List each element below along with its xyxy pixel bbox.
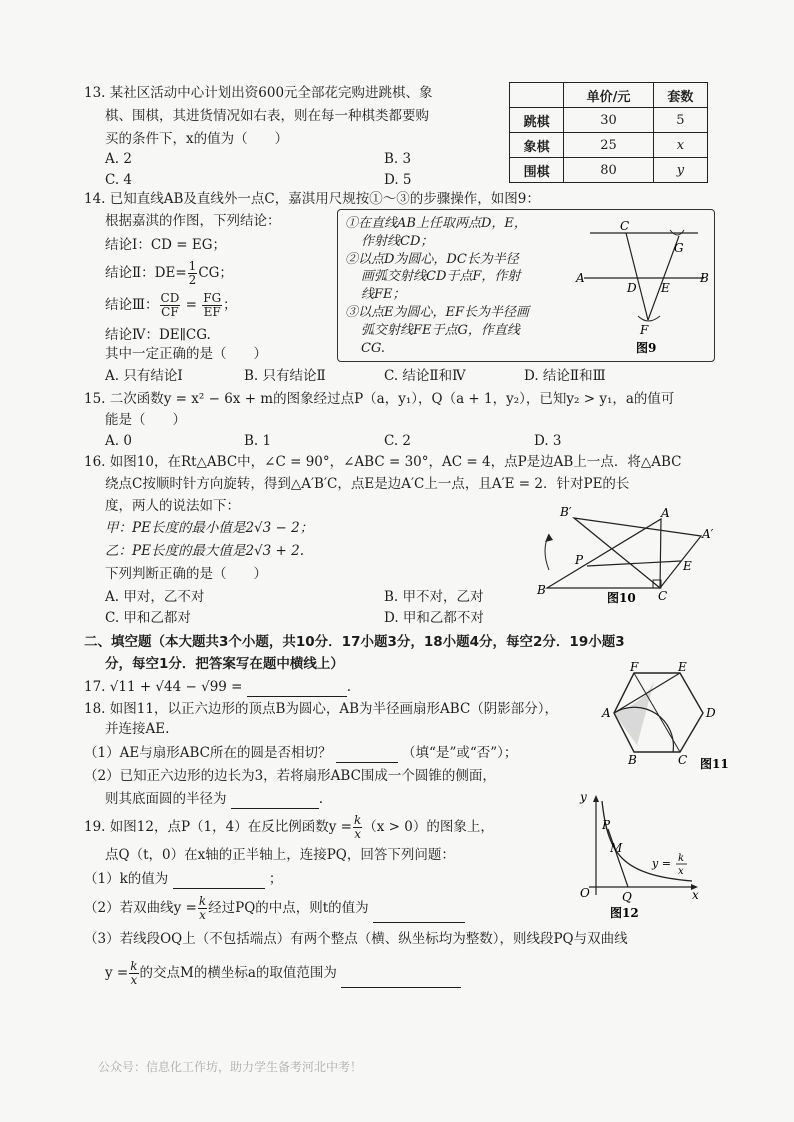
table-cell: 25 bbox=[564, 133, 654, 158]
q14-option-c: C. 结论Ⅱ和Ⅳ bbox=[384, 368, 466, 384]
label-e: E bbox=[678, 660, 687, 674]
table-cell: y bbox=[653, 158, 707, 183]
label-ap: A′ bbox=[702, 527, 714, 541]
step-line: 作射线CD； bbox=[361, 233, 434, 249]
segment-pq bbox=[608, 829, 628, 887]
figure-12-caption: 图12 bbox=[610, 906, 639, 920]
table-cell: 跳棋 bbox=[510, 108, 564, 133]
step-line: 弧交射线FE于点G，作直线 bbox=[361, 322, 520, 338]
step-line: ②以点D为圆心，DC长为半径 bbox=[345, 251, 519, 267]
label-b: B bbox=[700, 271, 709, 285]
table-row bbox=[510, 108, 708, 133]
q19-part-2: （2）若双曲线y = $\frac{k}{x}$ 经过PQ的中点，则t的值为 bbox=[84, 893, 465, 923]
label-d: D bbox=[627, 281, 637, 295]
q15-option-a: A. 0 bbox=[105, 433, 132, 449]
table-header-cell: 单价/元 bbox=[564, 83, 654, 108]
q16-option-d: D. 甲和乙都不对 bbox=[384, 610, 484, 626]
label-a: A bbox=[661, 506, 670, 520]
label-g: G bbox=[674, 241, 684, 255]
q16-line2: 绕点C按顺时针方向旋转，得到△A′B′C，点E是边A′C上一点，且A′E = 2．针对PE的长 bbox=[105, 476, 630, 492]
q14-option-d: D. 结论Ⅱ和Ⅲ bbox=[524, 368, 606, 384]
label-eq-k: k bbox=[678, 853, 685, 864]
q16-line3: 度，两人的说法如下： bbox=[105, 498, 240, 514]
q18-line1: 18. 如图11，以正六边形的顶点B为圆心，AB为半径画扇形ABC（阴影部分）， bbox=[84, 701, 559, 717]
q13-line1: 13. 某社区活动中心计划出资600元全部花完购进跳棋、象 bbox=[84, 85, 433, 101]
table-row bbox=[510, 133, 708, 158]
label-d: D bbox=[706, 706, 716, 720]
q14-conclusion-4: 结论Ⅳ：DE∥CG. bbox=[105, 327, 211, 343]
label-c: C bbox=[620, 219, 630, 233]
q13-line2: 棋、围棋，其进货情况如右表，则在每一种棋类都要购 bbox=[105, 108, 429, 124]
label-x: x bbox=[692, 888, 699, 902]
q14-line2: 根据嘉淇的作图，下列结论： bbox=[105, 213, 281, 229]
triangle-apbpc bbox=[574, 518, 701, 588]
step-line: ③以点E为圆心，EF长为半径画 bbox=[345, 304, 529, 320]
q13-option-a: A. 2 bbox=[105, 151, 132, 167]
q16-yi: 乙：PE长度的最大值是2√3 + 2. bbox=[105, 543, 304, 559]
q13-option-c: C. 4 bbox=[105, 172, 133, 188]
label-p: P bbox=[602, 818, 611, 832]
q18-part-2: （2）已知正六边形的边长为3，若将扇形ABC围成一个圆锥的侧面， bbox=[84, 768, 496, 784]
q14-option-a: A. 只有结论Ⅰ bbox=[105, 368, 183, 384]
figure-9 bbox=[574, 218, 714, 358]
q15-line2: 能是（ ） bbox=[105, 412, 186, 428]
label-e: E bbox=[683, 559, 692, 573]
label-b: B bbox=[537, 583, 546, 597]
arrow-head bbox=[545, 534, 553, 542]
table-cell: 5 bbox=[653, 108, 707, 133]
label-b: B bbox=[628, 753, 637, 767]
label-o: O bbox=[580, 886, 590, 900]
q18-line2: 并连接AE. bbox=[105, 721, 170, 737]
q13-option-d: D. 5 bbox=[384, 172, 412, 188]
step-line: 画弧交射线CD于点F，作射 bbox=[361, 269, 521, 285]
q19-answer-blank-1[interactable] bbox=[173, 873, 265, 889]
label-f: F bbox=[630, 660, 639, 674]
section-2-subtitle: 分，每空1分．把答案写在题中横线上） bbox=[105, 656, 344, 672]
label-c: C bbox=[678, 753, 688, 767]
label-a: A bbox=[602, 706, 611, 720]
triangle-abc bbox=[547, 519, 661, 588]
figure-10 bbox=[527, 500, 727, 610]
table-header-cell bbox=[510, 83, 564, 108]
q14-conclusion-3: 结论Ⅲ： $\frac{CD}{CF}$ = $\frac{FG}{EF}$ ； bbox=[105, 291, 237, 319]
y-axis-arrow bbox=[593, 795, 599, 802]
step-line: CG. bbox=[361, 340, 386, 356]
q16-ask: 下列判断正确的是（ ） bbox=[105, 566, 267, 582]
q19-line1: 19. 如图12，点P（1，4）在反比例函数y = $\frac{k}{x}$ （x > 0）的图象上， bbox=[84, 813, 494, 841]
figure-11-caption: 图11 bbox=[700, 757, 729, 771]
table-cell: x bbox=[653, 133, 707, 158]
table-header-cell: 套数 bbox=[653, 83, 707, 108]
q18-answer-blank-2[interactable] bbox=[231, 793, 319, 809]
table-cell: 80 bbox=[564, 158, 654, 183]
q17-answer-blank[interactable] bbox=[247, 681, 347, 697]
ray-cd bbox=[626, 233, 648, 320]
q14-ask: 其中一定正确的是（ ） bbox=[105, 346, 267, 362]
q14-conclusion-2: 结论Ⅱ：DE= $\frac{1}{2}$ CG； bbox=[105, 259, 233, 287]
label-a: A bbox=[576, 271, 585, 285]
q16-line1: 16. 如图10，在Rt△ABC中，∠C = 90°，∠ABC = 30°，AC = 4，点P是边AB上一点．将△ABC bbox=[84, 454, 682, 470]
q19-part-1: （1）k的值为 ； bbox=[84, 871, 283, 887]
label-bp: B′ bbox=[560, 505, 572, 519]
q17-line: 17. √11 + √44 − √99 = . bbox=[84, 679, 352, 695]
q18-part-1: （1）AE与扇形ABC所在的圆是否相切？ （填“是”或“否”）； bbox=[84, 745, 518, 761]
table-cell: 象棋 bbox=[510, 133, 564, 158]
q16-jia: 甲：PE长度的最小值是2√3 − 2； bbox=[105, 520, 314, 536]
label-equation: y = bbox=[652, 857, 671, 870]
q14-conclusion-1: 结论Ⅰ：CD = EG； bbox=[105, 237, 227, 253]
figure-11 bbox=[598, 660, 738, 780]
label-c: C bbox=[658, 589, 668, 603]
q14-line1: 14. 已知直线AB及直线外一点C，嘉淇用尺规按①～③的步骤操作，如图9： bbox=[84, 191, 540, 207]
table-row bbox=[510, 158, 708, 183]
q16-option-a: A. 甲对，乙不对 bbox=[105, 589, 205, 605]
label-eq-x: x bbox=[678, 866, 684, 877]
step-line: ①在直线AB上任取两点D，E， bbox=[345, 216, 527, 231]
label-q: Q bbox=[622, 890, 632, 904]
q15-option-b: B. 1 bbox=[244, 433, 272, 449]
figure-9-caption: 图9 bbox=[636, 341, 657, 355]
q19-part-3: （3）若线段OQ上（不包括端点）有两个整点（横、纵坐标均为整数），则线段PQ与双曲线 bbox=[84, 931, 628, 947]
q14-steps bbox=[345, 215, 595, 357]
q15-option-c: C. 2 bbox=[384, 433, 412, 449]
label-p: P bbox=[575, 553, 584, 567]
label-e: E bbox=[661, 281, 670, 295]
step-line: 线FE； bbox=[361, 287, 406, 303]
segment-pe bbox=[587, 561, 681, 566]
q16-option-c: C. 甲和乙都对 bbox=[105, 610, 191, 626]
q16-option-b: B. 甲不对，乙对 bbox=[384, 589, 484, 605]
sector-abc bbox=[614, 682, 654, 745]
q13-line3: 买的条件下，x的值为（ ） bbox=[105, 131, 289, 147]
q14-option-b: B. 只有结论Ⅱ bbox=[244, 368, 326, 384]
q18-part-2b: 则其底面圆的半径为 . bbox=[105, 791, 324, 807]
label-y: y bbox=[580, 790, 587, 804]
q15-option-d: D. 3 bbox=[534, 433, 562, 449]
watermark: 公众号：信息化工作坊，助力学生备考河北中考！ bbox=[98, 1060, 363, 1074]
q19-part-3b: y = $\frac{k}{x}$ 的交点M的横坐标a的取值范围为 bbox=[105, 958, 461, 988]
q15-line1: 15. 二次函数y = x² − 6x + m的图象经过点P（a，y₁），Q（a + 1，y₂），已知y₂ > y₁，a的值可 bbox=[84, 391, 675, 407]
q19-answer-blank-2[interactable] bbox=[373, 907, 465, 923]
label-f: F bbox=[640, 323, 649, 337]
q19-answer-blank-3[interactable] bbox=[341, 972, 461, 988]
table-cell: 30 bbox=[564, 108, 654, 133]
q13-option-b: B. 3 bbox=[384, 151, 412, 167]
figure-10-caption: 图10 bbox=[607, 591, 636, 605]
q18-answer-blank-1[interactable] bbox=[336, 747, 398, 763]
q19-line2: 点Q（t，0）在x轴的正半轴上，连接PQ，回答下列问题： bbox=[105, 847, 455, 863]
section-2-title: 二、填空题（本大题共3个小题，共10分．17小题3分，18小题4分，每空2分．19小题3 bbox=[84, 634, 625, 650]
q13-price-table bbox=[509, 82, 708, 183]
label-m: M bbox=[610, 841, 623, 855]
table-cell: 围棋 bbox=[510, 158, 564, 183]
figure-12 bbox=[574, 787, 704, 922]
